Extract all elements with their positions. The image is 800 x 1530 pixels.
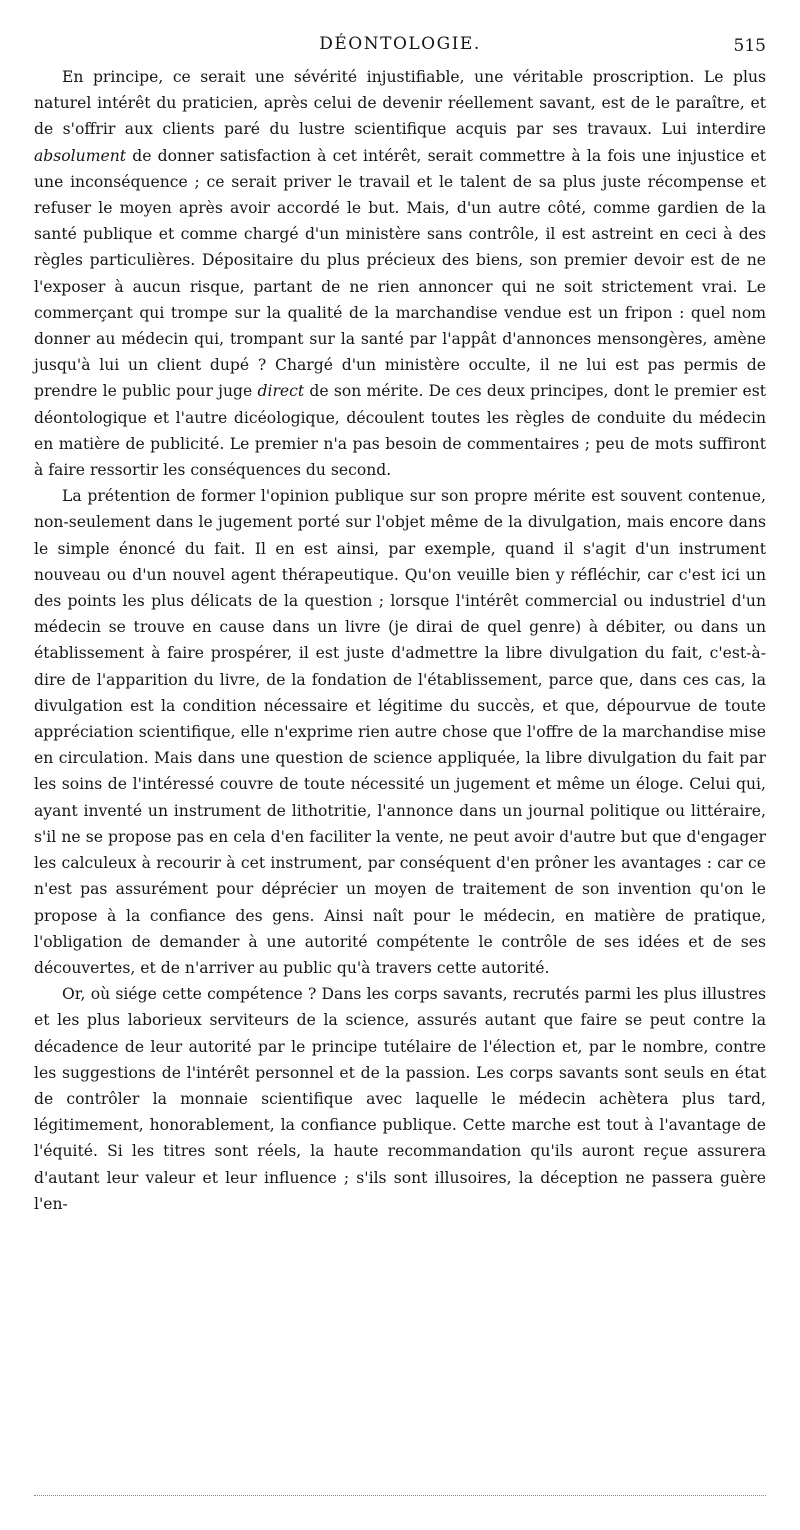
book-page <box>34 30 766 1217</box>
footer-dotted-rule <box>34 1495 766 1498</box>
paragraph-3: Or, où siége cette compétence ? Dans les corps savants, recrutés parmi les plus illustres et les plus laborieux serviteurs de la science, assurés autant que faire se peut contre la décadence de leur autorité par le principe tutélaire de l'élection et, par le nombre, contre les suggestions de l'intérêt personnel et de la passion. Les corps savants sont seuls en état de contrôler la monnaie scientifique avec laquelle le médecin achètera plus tard, légitimement, honorablement, la confiance publique. Cette marche est tout à l'avantage de l'équité. Si les titres sont réels, la haute recommandation qu'ils auront reçue assurera d'autant leur valeur et leur influence ; s'ils sont illusoires, la déception ne passera guère l'en- <box>34 985 766 1213</box>
page-header <box>34 30 766 64</box>
paragraph-1 <box>34 64 766 483</box>
paragraph-1-text-end: de son mérite. De ces deux principes, dont le premier est déontologique et l'autre dicéologique, découlent toutes les règles de conduite du médecin en matière de publicité. Le premier n'a pas besoin de commentaires ; peu de mots suffiront à faire ressortir les conséquences du second. <box>34 382 766 480</box>
paragraph-1-text-start: En principe, ce serait une sévérité injustifiable, une véritable proscription. Le plus naturel intérêt du praticien, après celui de devenir réellement savant, est de le paraître, et de s'offrir aux clients paré du lustre scientifique acquis par ses travaux. Lui interdire <box>34 68 766 139</box>
paragraph-2: La prétention de former l'opinion publique sur son propre mérite est souvent contenue, non-seulement dans le jugement porté sur l'objet même de la divulgation, mais encore dans le simple énoncé du fait. Il en est ainsi, par exemple, quand il s'agit d'un instrument nouveau ou d'un nouvel agent thérapeutique. Qu'on veuille bien y réfléchir, car c'est ici un des points les plus délicats de la question ; lorsque l'intérêt commercial ou industriel d'un médecin se trouve en cause dans un livre (je dirai de quel genre) à débiter, ou dans un établissement à faire prospérer, il est juste d'admettre la libre divulgation du fait, c'est-à-dire de l'apparition du livre, de la fondation de l'établissement, parce que, dans ces cas, la divulgation est la condition nécessaire et légitime du succès, et que, dépourvue de toute appréciation scientifique, elle n'exprime rien autre chose que l'offre de la marchandise mise en circulation. Mais dans une question de science appliquée, la libre divulgation du fait par les soins de l'intéressé couvre de toute nécessité un jugement et même un éloge. Celui qui, ayant inventé un instrument de lithotritie, l'annonce dans un journal politique ou littéraire, s'il ne se propose pas en cela d'en faciliter la vente, ne peut avoir d'autre but que d'engager les calculeux à recourir à cet instrument, par conséquent d'en prôner les avantages : car ce n'est pas assurément pour déprécier un moyen de traitement de son invention qu'on le propose à la confiance des gens. Ainsi naît pour le médecin, en matière de pratique, l'obligation de demander à une autorité compétente le contrôle de ses idées et de ses découvertes, et de n'arriver au public qu'à travers cette autorité. <box>34 487 766 977</box>
body-text <box>34 64 766 1217</box>
emphasis-absolument: absolument <box>34 146 127 165</box>
paragraph-1-text-middle: de donner satisfaction à cet intérêt, serait commettre à la fois une injustice et une inconséquence ; ce serait priver le travail et le talent de sa plus juste récompense et refuser le moyen après avoir accordé le but. Mais, d'un autre côté, comme gardien de la santé publique et comme chargé d'un ministère sans contrôle, il est astreint en ceci à des règles particulières. Dépositaire du plus précieux des biens, son premier devoir est de ne l'exposer à aucun risque, partant de ne rien annoncer qui ne soit strictement vrai. Le commerçant qui trompe sur la qualité de la marchandise vendue est un fripon : quel nom donner au médecin qui, trompant sur la santé par l'appât d'annonces mensongères, amène jusqu'à lui un client dupé ? Chargé d'un ministère occulte, il ne lui est pas permis de prendre le public pour juge <box>34 146 766 401</box>
running-title: DÉONTOLOGIE. <box>319 34 481 54</box>
emphasis-direct: direct <box>257 382 305 401</box>
page-number: 515 <box>733 36 766 56</box>
